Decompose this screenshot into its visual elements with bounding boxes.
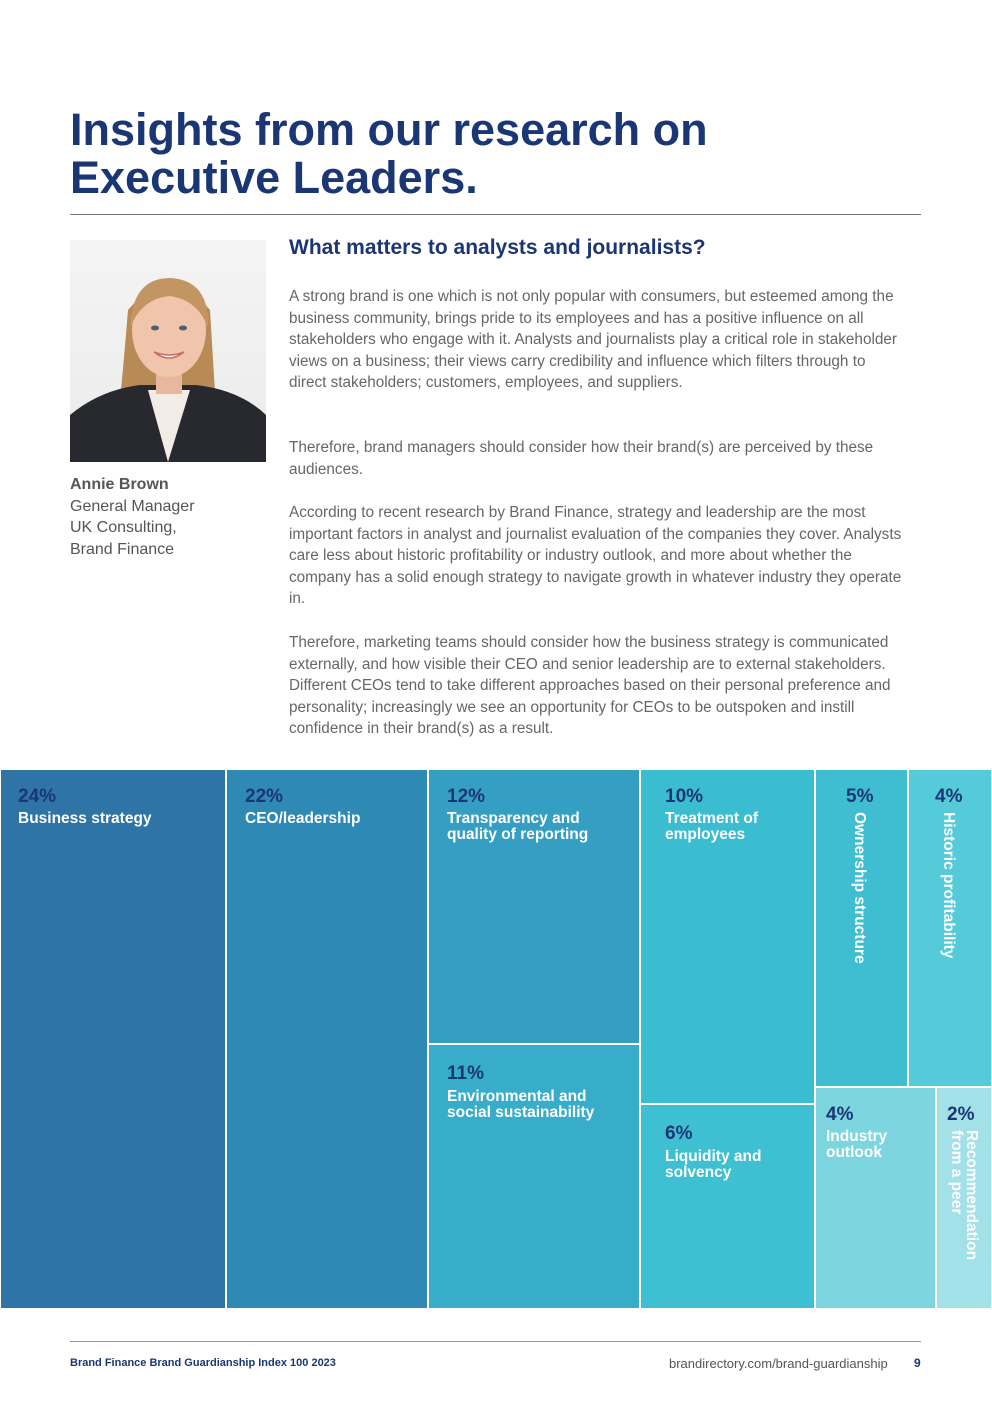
- article-paragraph-1: A strong brand is one which is not only popular with consumers, but esteemed among the business community, brings pride to its employees and has a positive influence on all stakeholders who engage with it. Analysts and journalists play a critical role in stakeholder views on a business; their views carry credibility and influence which filters through to direct stakeholders; customers, employees, and suppliers.: [289, 288, 897, 392]
- title-line-1: Insights from our research on: [70, 104, 708, 155]
- treemap-cell-ceo-leadership: [226, 769, 428, 1309]
- person-company: Brand Finance: [70, 541, 175, 558]
- person-name: Annie Brown: [70, 476, 169, 493]
- footer-url-link[interactable]: brandirectory.com/brand-guardianship: [669, 1356, 888, 1371]
- treemap-value: 10%: [665, 786, 704, 807]
- treemap-value: 5%: [846, 786, 874, 807]
- treemap-value: 12%: [447, 786, 486, 807]
- title-line-2: Executive Leaders.: [70, 152, 478, 203]
- treemap-label: Transparency and quality of reporting: [447, 810, 589, 843]
- portrait-photo: [70, 240, 266, 462]
- treemap-cell-ownership: [815, 769, 908, 1087]
- treemap-cell-transparency: [428, 769, 640, 1044]
- treemap-label: Liquidity and solvency: [665, 1148, 762, 1181]
- treemap-label: Treatment of employees: [665, 810, 759, 843]
- treemap-value: 24%: [18, 786, 57, 807]
- treemap-cell-industry: [815, 1087, 936, 1309]
- footer-publication: Brand Finance Brand Guardianship Index 100 2023: [70, 1357, 336, 1369]
- person-role: General Manager: [70, 498, 195, 515]
- header-divider: [70, 214, 921, 215]
- treemap-value: 11%: [447, 1063, 484, 1084]
- treemap-cell-peer: [936, 1087, 992, 1309]
- treemap-cell-business-strategy: [0, 769, 226, 1309]
- treemap-value: 2%: [947, 1104, 975, 1125]
- treemap-label: Environmental and social sustainability: [447, 1088, 595, 1121]
- page-number: 9: [914, 1356, 921, 1370]
- article-paragraph-3: According to recent research by Brand Finance, strategy and leadership are the most important factors in analyst and journalist evaluation of the companies they cover. Analysts care less about historic profitability or industry outlook, and more about whether the company has a solid enough strategy to navigate growth in whatever industry they operate in.: [289, 504, 902, 608]
- article-heading: What matters to analysts and journalists?: [289, 236, 706, 259]
- treemap-value: 22%: [245, 786, 284, 807]
- page-title: [70, 106, 930, 202]
- treemap-label: Ownership structure: [851, 812, 868, 964]
- footer-divider: [70, 1341, 921, 1342]
- treemap-label: Recommendation from a peer: [948, 1130, 980, 1261]
- treemap-cell-historic: [908, 769, 992, 1087]
- treemap-value: 4%: [826, 1104, 854, 1125]
- treemap-label: Historic profitability: [940, 812, 957, 959]
- factors-treemap: [0, 769, 992, 1309]
- article-paragraph-2: Therefore, brand managers should consider how their brand(s) are perceived by these audiences.: [289, 439, 874, 478]
- person-department: UK Consulting,: [70, 519, 177, 536]
- treemap-value: 6%: [665, 1123, 693, 1144]
- treemap-label: CEO/leadership: [245, 810, 361, 827]
- treemap-label: Business strategy: [18, 810, 152, 827]
- treemap-label: Industry outlook: [826, 1128, 888, 1161]
- treemap-cell-liquidity: [640, 1104, 815, 1309]
- treemap-cell-employees: [640, 769, 815, 1104]
- treemap-value: 4%: [935, 786, 963, 807]
- treemap-cell-environmental: [428, 1044, 640, 1309]
- article-paragraph-4: Therefore, marketing teams should consider how the business strategy is communicated externally, and how visible their CEO and senior leadership are to external stakeholders. Different CEOs tend to take different approaches based on their personal preference and personality; increasingly we see an opportunity for CEOs to be outspoken and instill confidence in their brand(s) as a result.: [289, 634, 891, 738]
